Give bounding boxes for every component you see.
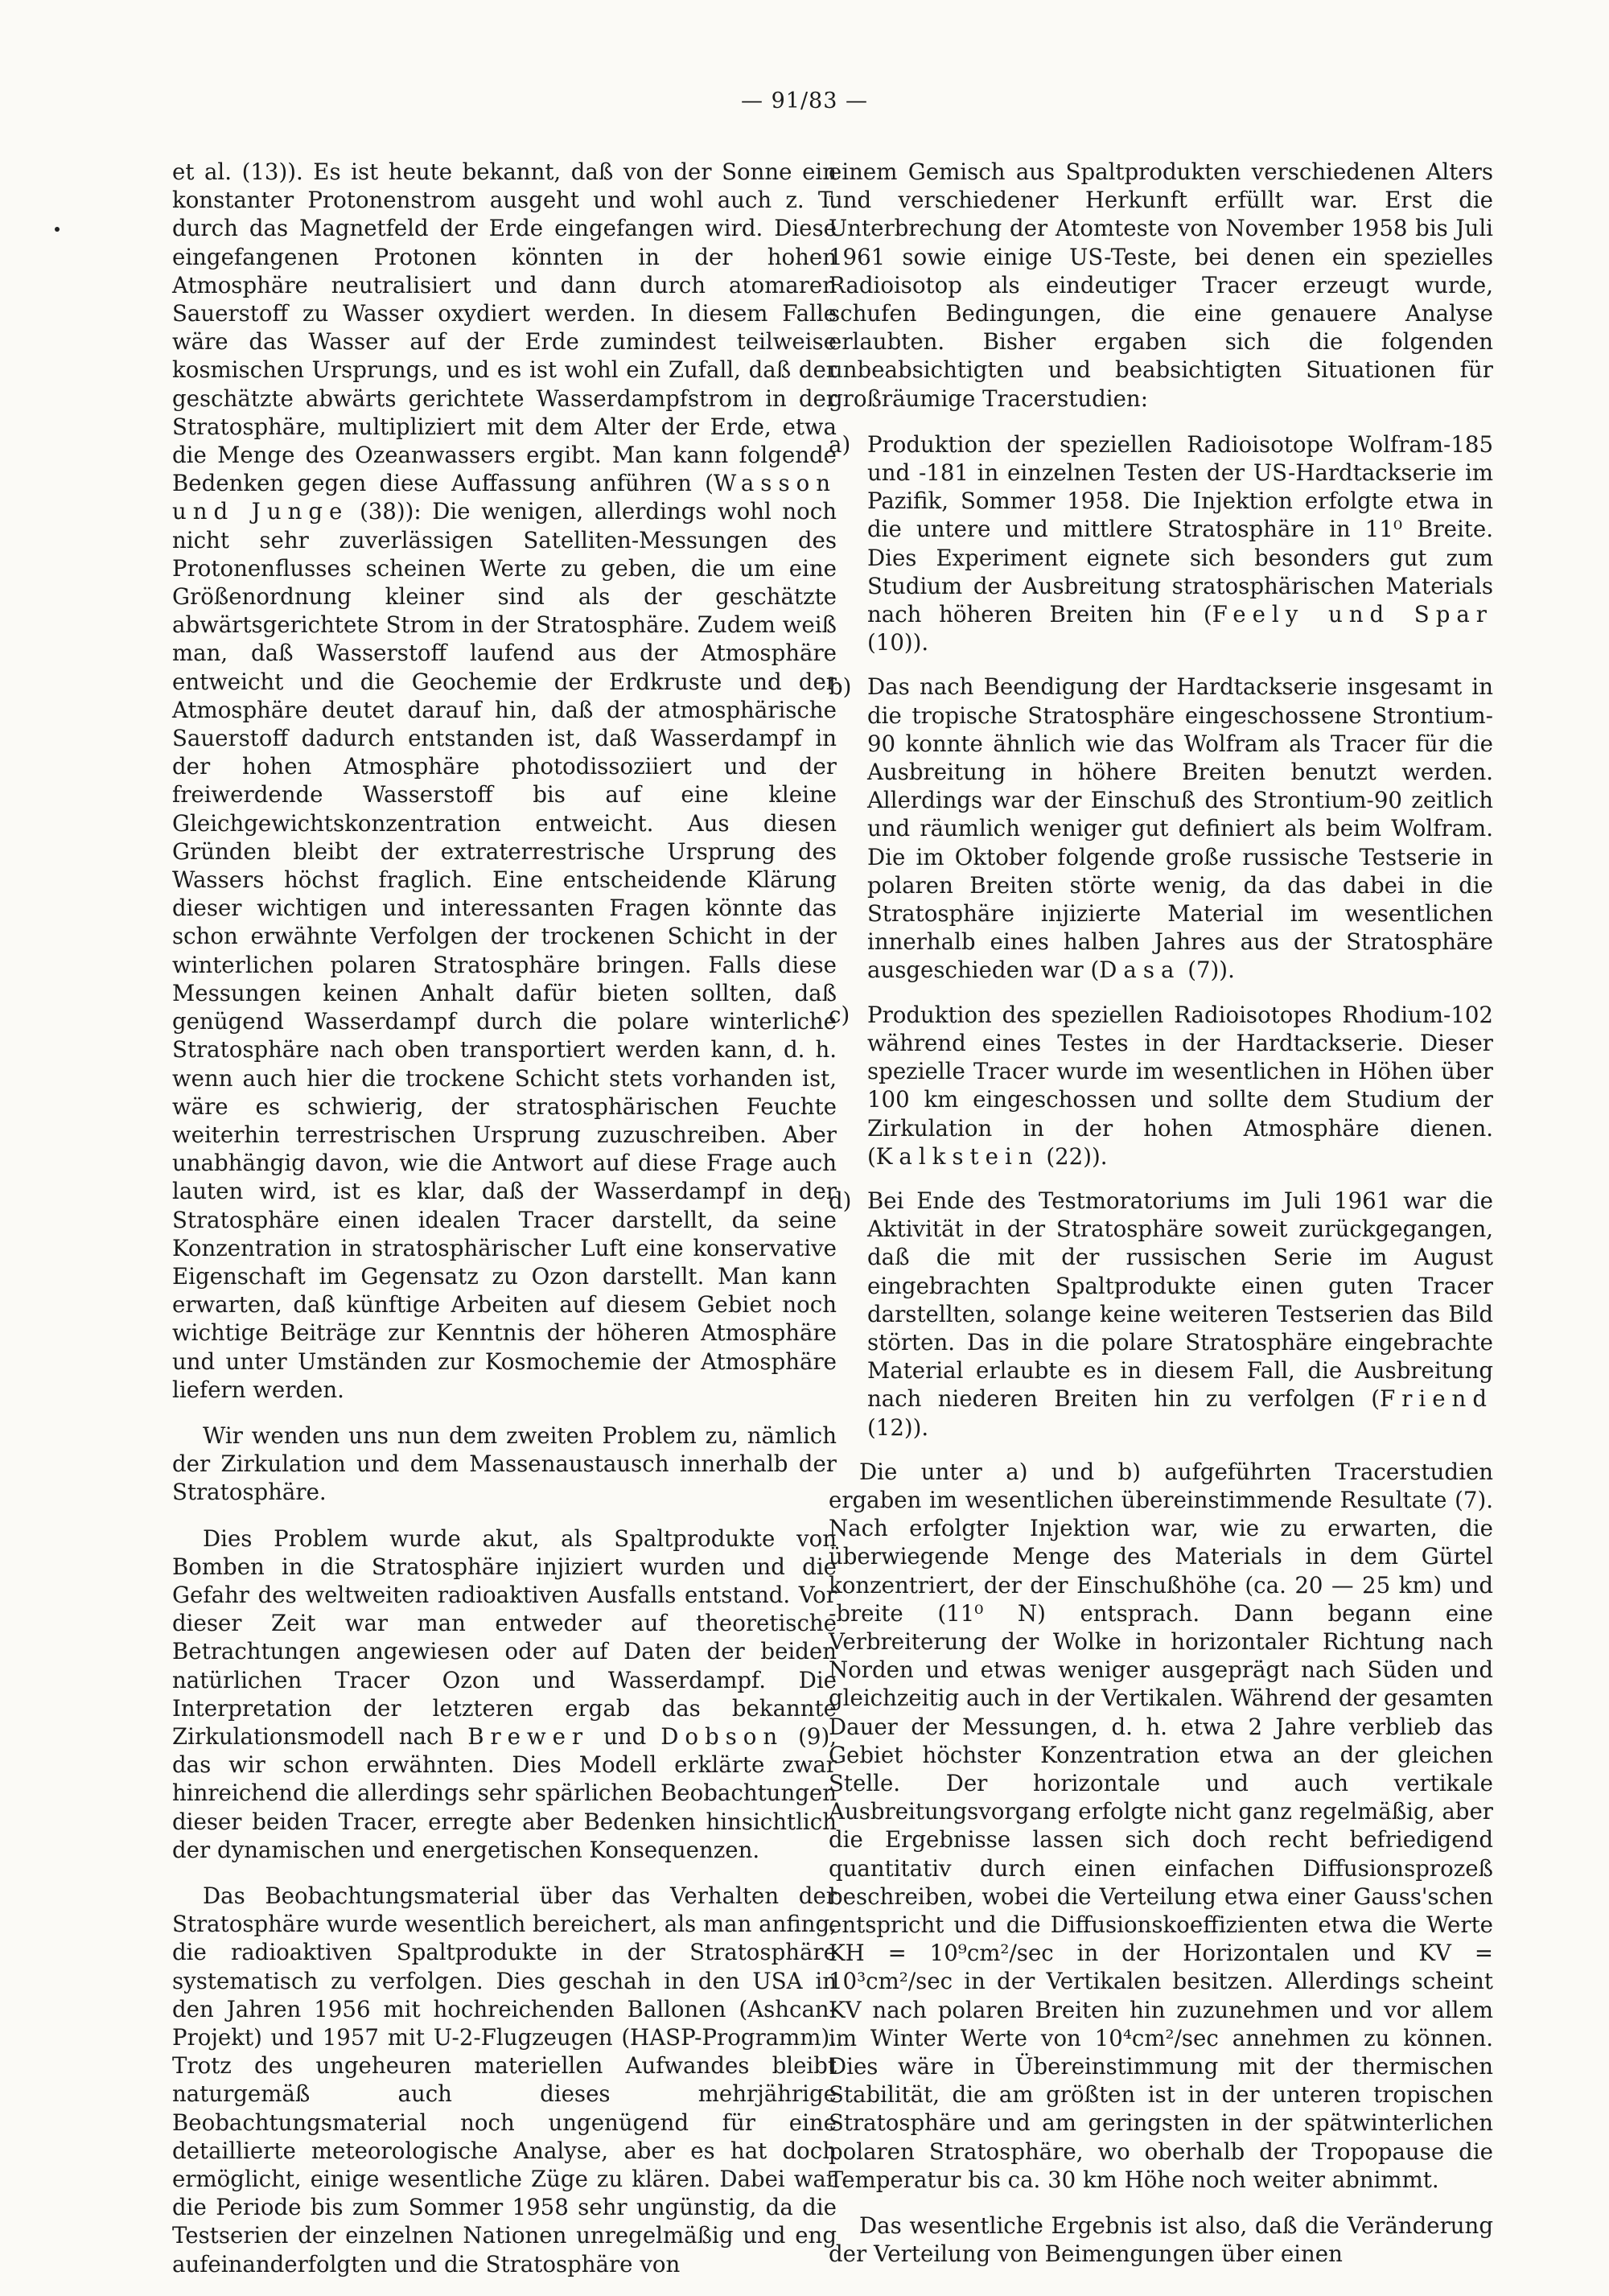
paragraph: Das wesentliche Ergebnis ist also, daß die Veränderung der Verteilung von Beimengungen über einen [829,2212,1493,2268]
author-name: Feely und Spar [1212,601,1493,628]
right-column [829,158,1493,2286]
author-name: Wasson und Junge [172,470,837,525]
list-marker: c) [829,1001,850,1028]
author-name: Kalkstein [875,1142,1039,1170]
list-marker: d) [829,1187,852,1214]
list-item: b) Das nach Beendigung der Hardtackserie insgesamt in die tropische Stratosphäre eingeschossene Strontium-90 konnte ähnlich wie das Wolfram als Tracer für die Ausbreitung in höhere Breiten benutzt werden. Allerdings war der Einschuß des Strontium-90 zeitlich und räumlich weniger gut definiert als beim Wolfram. Die im Oktober folgende große russische Testserie in polaren Breiten störte wenig, da das dabei in die Stratosphäre injizierte Material im wesentlichen innerhalb eines halben Jahres aus der Stratosphäre ausgeschieden war (Dasa (7)). [829,673,1493,984]
margin-mark [55,227,60,232]
list-marker: b) [829,673,852,701]
author-name: Dobson [660,1722,784,1750]
page-number: — 91/83 — [741,88,868,113]
author-name: Dasa [1099,957,1181,984]
paragraph: et al. (13)). Es ist heute bekannt, daß von der Sonne ein konstanter Protonenstrom ausgeht und wohl auch z. T. durch das Magnetfeld der Erde eingefangen wird. Diese eingefangenen Protonen könnten in der hohen Atmosphäre neutralisiert und dann durch atomaren Sauerstoff zu Wasser oxydiert werden. In diesem Falle wäre das Wasser auf der Erde zumindest teilweise kosmischen Ursprungs, und es ist wohl ein Zufall, daß der geschätzte abwärts gerichtete Wasserdampfstrom in der Stratosphäre, multipliziert mit dem Alter der Erde, etwa die Menge des Ozeanwassers ergibt. Man kann folgende Bedenken gegen diese Auffassung anführen (Wasson und Junge (38)): Die wenigen, allerdings wohl noch nicht sehr zuverlässigen Satelliten-Messungen des Protonenflusses scheinen Werte zu geben, die um eine Größenordnung kleiner sind als der geschätzte abwärtsgerichtete Strom in der Stratosphäre. Zudem weiß man, daß Wasserstoff laufend aus der Atmosphäre entweicht und die Geochemie der Erdkruste und der Atmosphäre deutet darauf hin, daß der atmosphärische Sauerstoff dadurch entstanden ist, daß Wasserdampf in der hohen Atmosphäre photodissoziiert und der freiwerdende Wasserstoff bis auf eine kleine Gleichgewichtskonzentration entweicht. Aus diesen Gründen bleibt der extraterrestrische Ursprung des Wassers höchst fraglich. Eine entscheidende Klärung dieser wichtigen und interessanten Fragen könnte das schon erwähnte Verfolgen der trockenen Schicht in der winterlichen polaren Stratosphäre bringen. Falls diese Messungen keinen Anhalt dafür bieten sollten, daß genügend Wasserdampf durch die polare winterliche Stratosphäre nach oben transportiert werden kann, d. h. wenn auch hier die trockene Schicht stets vorhanden ist, wäre es schwierig, der stratosphärischen Feuchte weiterhin terrestrischen Ursprung zuzuschreiben. Aber unabhängig davon, wie die Antwort auf diese Frage auch lauten wird, ist es klar, daß der Wasserdampf in der Stratosphäre einen idealen Tracer darstellt, da seine Konzentration in stratosphärischer Luft eine konservative Eigenschaft im Gegensatz zu Ozon darstellt. Man kann erwarten, daß künftige Arbeiten auf diesem Gebiet noch wichtige Beiträge zur Kenntnis der höheren Atmosphäre und unter Umständen zur Kosmochemie der Atmosphäre liefern werden. [172,158,837,1403]
list-marker: a) [829,430,851,458]
list-item: d) Bei Ende des Testmoratoriums im Juli 1961 war die Aktivität in der Stratosphäre soweit zurückgegangen, daß die mit der russischen Serie im August eingebrachten Spaltprodukte einen guten Tracer darstellten, solange keine weiteren Testserien das Bild störten. Das in die polare Stratosphäre eingebrachte Material erlaubte es in diesem Fall, die Ausbreitung nach niederen Breiten hin zu verfolgen (Friend (12)). [829,1187,1493,1441]
paragraph: einem Gemisch aus Spaltprodukten verschiedenen Alters und verschiedener Herkunft erfüllt war. Erst die Unterbrechung der Atomteste von November 1958 bis Juli 1961 sowie einige US-Teste, bei denen ein spezielles Radioisotop als eindeutiger Tracer erzeugt wurde, schufen Bedingungen, die eine genauere Analyse erlaubten. Bisher ergaben sich die folgenden unbeabsichtigten und beabsichtigten Situationen für großräumige Tracerstudien: [829,158,1493,412]
paragraph: Wir wenden uns nun dem zweiten Problem zu, nämlich der Zirkulation und dem Massenaustausch innerhalb der Stratosphäre. [172,1422,837,1506]
paragraph: Das Beobachtungsmaterial über das Verhalten der Stratosphäre wurde wesentlich bereichert, als man anfing, die radioaktiven Spaltprodukte in der Stratosphäre systematisch zu verfolgen. Dies geschah in den USA in den Jahren 1956 mit hochreichenden Ballonen (Ashcan-Projekt) und 1957 mit U-2-Flugzeugen (HASP-Programm). Trotz des ungeheuren materiellen Aufwandes bleibt naturgemäß auch dieses mehrjährige Beobachtungsmaterial noch ungenügend für eine detaillierte meteorologische Analyse, aber es hat doch ermöglicht, einige wesentliche Züge zu klären. Dabei war die Periode bis zum Sommer 1958 sehr ungünstig, da die Testserien der einzelnen Nationen unregelmäßig und eng aufeinanderfolgten und die Stratosphäre von [172,1882,837,2277]
paragraph: Dies Problem wurde akut, als Spaltprodukte von Bomben in die Stratosphäre injiziert wurden und die Gefahr des weltweiten radioaktiven Ausfalls entstand. Vor dieser Zeit war man entweder auf theoretische Betrachtungen angewiesen oder auf Daten der beiden natürlichen Tracer Ozon und Wasserdampf. Die Interpretation der letzteren ergab das bekannte Zirkulationsmodell nach Brewer und Dobson (9), das wir schon erwähnten. Dies Modell erklärte zwar hinreichend die allerdings sehr spärlichen Beobachtungen dieser beiden Tracer, erregte aber Bedenken hinsichtlich der dynamischen und energetischen Konsequenzen. [172,1524,837,1863]
paragraph: Die unter a) und b) aufgeführten Tracerstudien ergaben im wesentlichen übereinstimmende Resultate (7). Nach erfolgter Injektion war, wie zu erwarten, die überwiegende Menge des Materials in dem Gürtel konzentriert, der der Einschußhöhe (ca. 20 — 25 km) und -breite (11⁰ N) entsprach. Dann begann eine Verbreiterung der Wolke in horizontaler Richtung nach Norden und etwas weniger ausgeprägt nach Süden und gleichzeitig auch in der Vertikalen. Während der gesamten Dauer der Messungen, d. h. etwa 2 Jahre verblieb das Gebiet höchster Konzentration etwa an der gleichen Stelle. Der horizontale und auch vertikale Ausbreitungsvorgang erfolgte nicht ganz regelmäßig, aber die Ergebnisse lassen sich doch recht befriedigend quantitativ durch einen einfachen Diffusionsprozeß beschreiben, wobei die Verteilung etwa einer Gauss'schen entspricht und die Diffusionskoeffizienten etwa die Werte KH = 10⁹cm²/sec in der Horizontalen und KV = 10³cm²/sec in der Vertikalen besitzen. Allerdings scheint KV nach polaren Breiten hin zuzunehmen und vor allem im Winter Werte von 10⁴cm²/sec annehmen zu können. Dies wäre in Übereinstimmung mit der thermischen Stabilität, die am größten ist in der unteren tropischen Stratosphäre und am geringsten in der spätwinterlichen polaren Stratosphäre, wo oberhalb der Tropopause die Temperatur bis ca. 30 km Höhe noch weiter abnimmt. [829,1458,1493,2193]
left-column [172,158,837,2296]
list-item: c) Produktion des speziellen Radioisotopes Rhodium-102 während eines Testes in der Hardtackserie. Dieser spezielle Tracer wurde im wesentlichen in Höhen über 100 km eingeschossen und sollte dem Studium der Zirkulation in der hohen Atmosphäre dienen. (Kalkstein (22)). [829,1001,1493,1170]
list-item: a) Produktion der speziellen Radioisotope Wolfram-185 und -181 in einzelnen Testen der US-Hardtackserie im Pazifik, Sommer 1958. Die Injektion erfolgte etwa in die untere und mittlere Stratosphäre in 11⁰ Breite. Dies Experiment eignete sich besonders gut zum Studium der Ausbreitung stratosphärischen Materials nach höheren Breiten hin (Feely und Spar (10)). [829,430,1493,656]
author-name: Brewer [467,1722,590,1750]
author-name: Friend [1380,1385,1493,1413]
